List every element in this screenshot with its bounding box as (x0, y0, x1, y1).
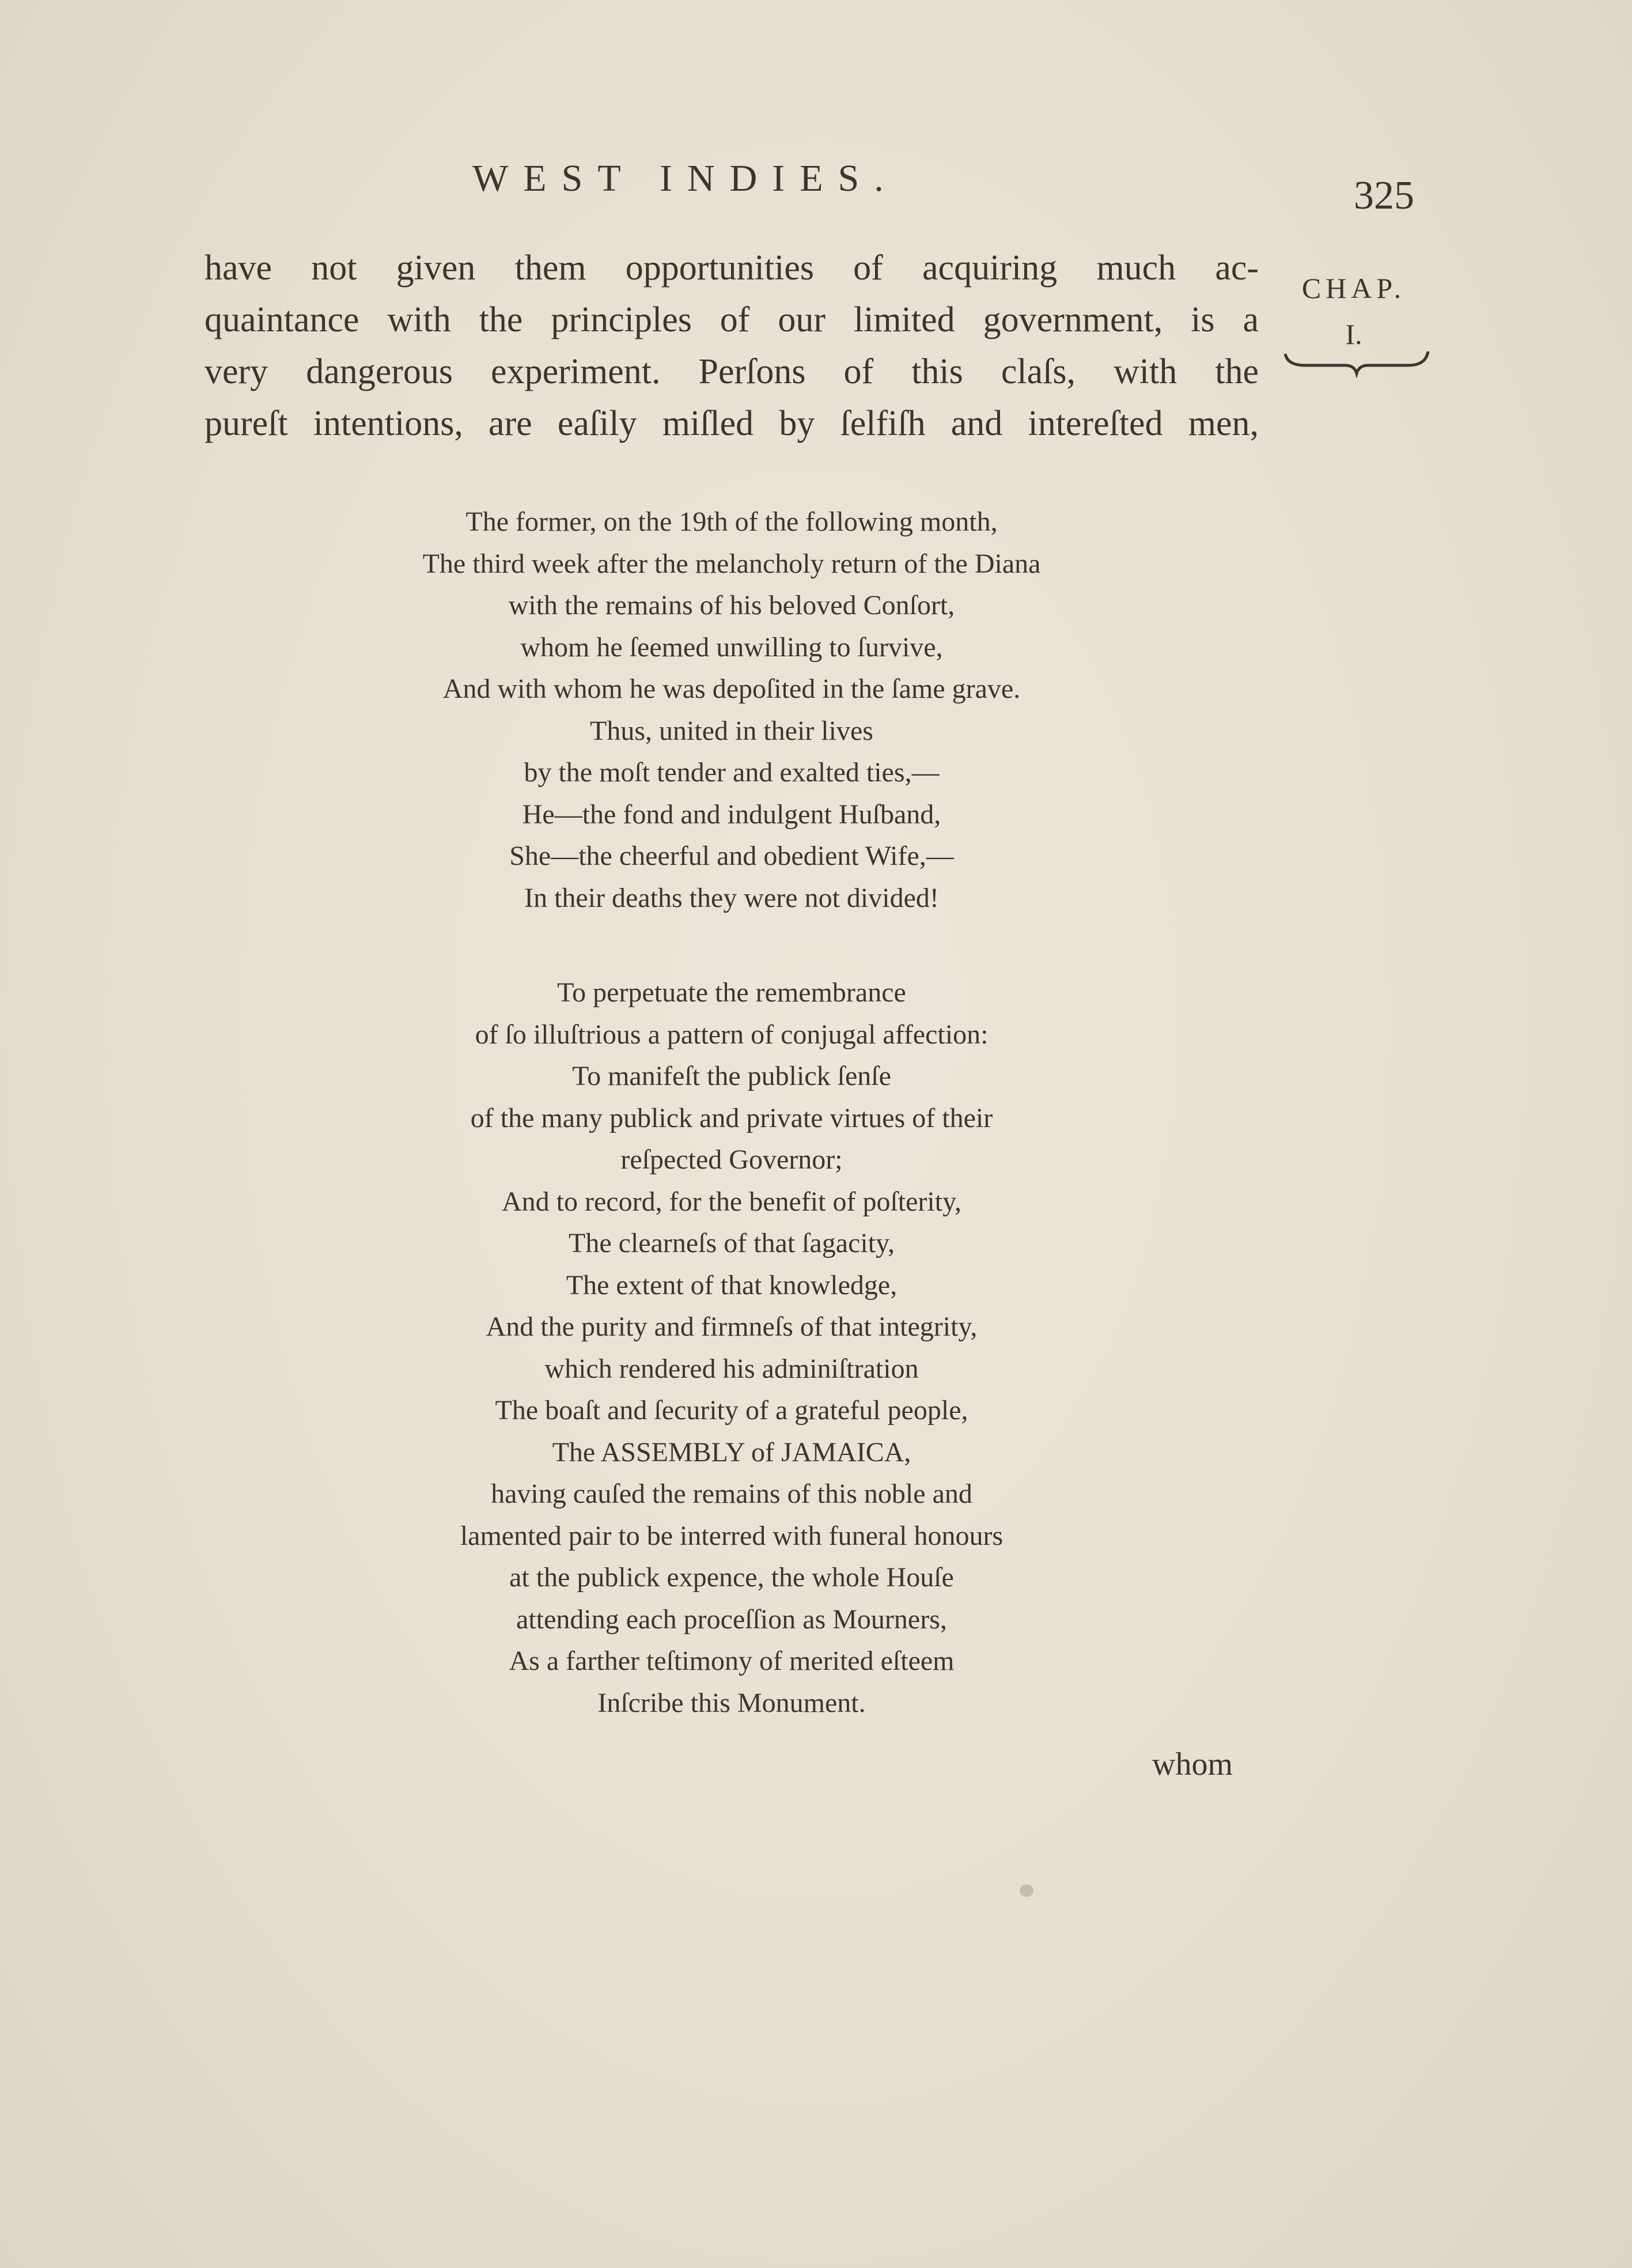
inscription-line: The boaſt and ſecurity of a grateful people, (495, 1395, 968, 1426)
inscription-line: lamented pair to be interred with funeral honours (460, 1520, 1004, 1551)
inscription-line: of ſo illuſtrious a pattern of conjugal affection: (475, 1019, 989, 1050)
inscription-stanza-1 (323, 501, 1141, 919)
inscription-line: by the moſt tender and exalted ties,— (524, 757, 940, 788)
inscription-line: To manifeſt the publick ſenſe (572, 1061, 891, 1091)
inscription-line: reſpected Governor; (620, 1144, 843, 1175)
body-line: quaintance with the principles of our limited government, is a (205, 300, 1259, 339)
inscription-stanza-2 (323, 972, 1141, 1724)
inscription-line: Inſcribe this Monument. (597, 1687, 866, 1718)
inscription-line: at the publick expence, the whole Houſe (509, 1562, 954, 1593)
inscription-line: The former, on the 19th of the following month, (465, 506, 998, 537)
inscription-line: And to record, for the benefit of poſterity, (502, 1186, 961, 1217)
body-line: have not given them opportunities of acquiring much ac- (205, 248, 1259, 288)
inscription-line: And the purity and firmneſs of that integrity, (486, 1311, 978, 1342)
body-line: pureſt intentions, are eaſily miſled by ſelfiſh and intereſted men, (205, 404, 1259, 443)
inscription-line: The clearneſs of that ſagacity, (569, 1228, 895, 1258)
inscription-line: whom he ſeemed unwilling to ſurvive, (520, 632, 943, 663)
inscription-line: with the remains of his beloved Conſort, (508, 590, 955, 621)
chapter-label: CHAP. (1301, 272, 1406, 304)
inscription-line: The extent of that knowledge, (566, 1269, 898, 1301)
monument-inscription (323, 501, 1141, 1724)
inscription-line: The third week after the melancholy return of the Diana (422, 548, 1041, 579)
inscription-line: To perpetuate the remembrance (557, 977, 906, 1008)
chapter-number: I. (1345, 318, 1362, 350)
inscription-line: In their deaths they were not divided! (524, 882, 939, 913)
inscription-line: attending each proceſſion as Mourners, (516, 1604, 947, 1635)
body-paragraph (205, 242, 1259, 449)
inscription-line: As a farther teſtimony of merited eſteem (509, 1646, 955, 1676)
running-head: WEST INDIES. (472, 157, 899, 199)
inscription-line: The ASSEMBLY of JAMAICA, (552, 1437, 911, 1468)
inscription-line: which rendered his adminiſtration (544, 1353, 919, 1384)
inscription-line: He—the fond and indulgent Huſband, (522, 799, 941, 830)
page-number: 325 (1354, 173, 1414, 218)
chapter-margin-note (1276, 265, 1432, 357)
inscription-line: having cauſed the remains of this noble and (491, 1479, 972, 1509)
catchword: whom (1152, 1747, 1233, 1782)
paper-spot (1020, 1884, 1033, 1897)
body-line: very dangerous experiment. Perſons of this claſs, with the (205, 352, 1259, 391)
inscription-line: Thus, united in their lives (590, 715, 873, 746)
inscription-line: of the many publick and private virtues of their (470, 1102, 993, 1133)
brace-ornament-icon (1282, 346, 1432, 380)
inscription-line: She—the cheerful and obedient Wife,— (509, 841, 954, 871)
inscription-line: And with whom he was depoſited in the ſame grave. (442, 674, 1021, 704)
